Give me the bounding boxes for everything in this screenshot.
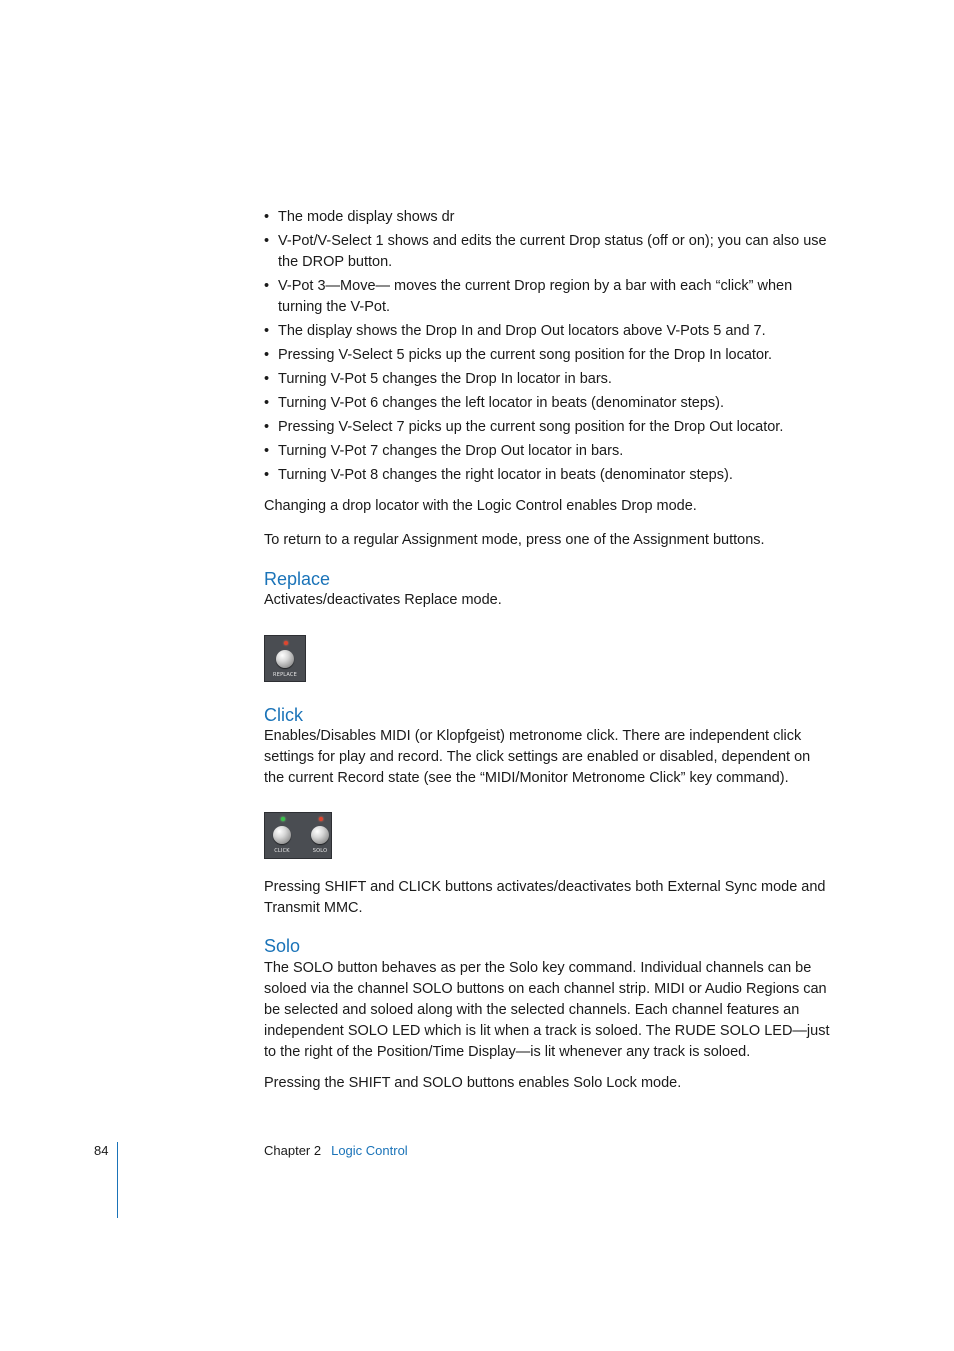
list-item: • The display shows the Drop In and Drop Out locators above V-Pots 5 and 7. bbox=[264, 321, 834, 342]
click-led-icon bbox=[281, 817, 285, 821]
list-item: • V-Pot 3—Move— moves the current Drop region by a bar with each “click” when turning the V-Pot. bbox=[264, 276, 834, 318]
list-item: • Turning V-Pot 8 changes the right locator in beats (denominator steps). bbox=[264, 465, 834, 486]
chapter-number: Chapter 2 bbox=[264, 1143, 322, 1158]
page-content bbox=[264, 207, 834, 1094]
replace-button-illustration bbox=[264, 635, 306, 682]
page-number: 84 bbox=[94, 1143, 109, 1158]
click-shift-paragraph: Pressing SHIFT and CLICK buttons activates/deactivates both External Sync mode and Transmit MMC. bbox=[264, 879, 826, 916]
replace-description: Activates/deactivates Replace mode. bbox=[264, 592, 502, 608]
chapter-footer bbox=[264, 1142, 408, 1160]
solo-led-icon bbox=[319, 817, 323, 821]
list-item: • Pressing V-Select 7 picks up the current song position for the Drop Out locator. bbox=[264, 417, 834, 438]
click-description: Enables/Disables MIDI (or Klopfgeist) metronome click. There are independent click settings for play and record. The click settings are enabled or disabled, dependent on the current Record state (see the “MIDI/Monitor Metronome Click” key command). bbox=[264, 728, 811, 786]
footer-divider bbox=[117, 1142, 118, 1218]
replace-knob-icon bbox=[276, 650, 294, 668]
replace-heading: Replace bbox=[264, 569, 331, 589]
click-knob-icon bbox=[273, 826, 291, 844]
list-item: • Turning V-Pot 7 changes the Drop Out locator in bars. bbox=[264, 441, 834, 462]
solo-button-label: SOLO bbox=[312, 848, 328, 854]
click-button-label: CLICK bbox=[274, 848, 290, 854]
solo-knob-icon bbox=[311, 826, 329, 844]
solo-shift-paragraph: Pressing the SHIFT and SOLO buttons enables Solo Lock mode. bbox=[264, 1075, 682, 1091]
drop-paragraph-return: To return to a regular Assignment mode, press one of the Assignment buttons. bbox=[264, 532, 765, 548]
list-item: • Pressing V-Select 5 picks up the current song position for the Drop In locator. bbox=[264, 345, 834, 366]
drop-mode-bullet-list bbox=[264, 207, 834, 486]
list-item: • V-Pot/V-Select 1 shows and edits the current Drop status (off or on); you can also use the DROP button. bbox=[264, 231, 834, 273]
list-item: • Turning V-Pot 6 changes the left locator in beats (denominator steps). bbox=[264, 393, 834, 414]
solo-description: The SOLO button behaves as per the Solo key command. Individual channels can be soloed via the channel SOLO buttons on each channel strip. MIDI or Audio Regions can be selected and soloed along with the selected channels. Each channel features an independent SOLO LED which is lit when a track is soloed. The RUDE SOLO LED—just to the right of the Position/Time Display—is lit whenever any track is soloed. bbox=[264, 960, 830, 1060]
replace-led-icon bbox=[284, 641, 288, 645]
click-heading: Click bbox=[264, 705, 303, 725]
list-item: • The mode display shows dr bbox=[264, 207, 834, 228]
click-solo-buttons-illustration bbox=[264, 812, 332, 859]
solo-heading: Solo bbox=[264, 936, 301, 956]
drop-paragraph-enable: Changing a drop locator with the Logic Control enables Drop mode. bbox=[264, 498, 697, 514]
replace-button-label: REPLACE bbox=[273, 672, 297, 678]
chapter-name: Logic Control bbox=[331, 1143, 408, 1158]
list-item: • Turning V-Pot 5 changes the Drop In locator in bars. bbox=[264, 369, 834, 390]
